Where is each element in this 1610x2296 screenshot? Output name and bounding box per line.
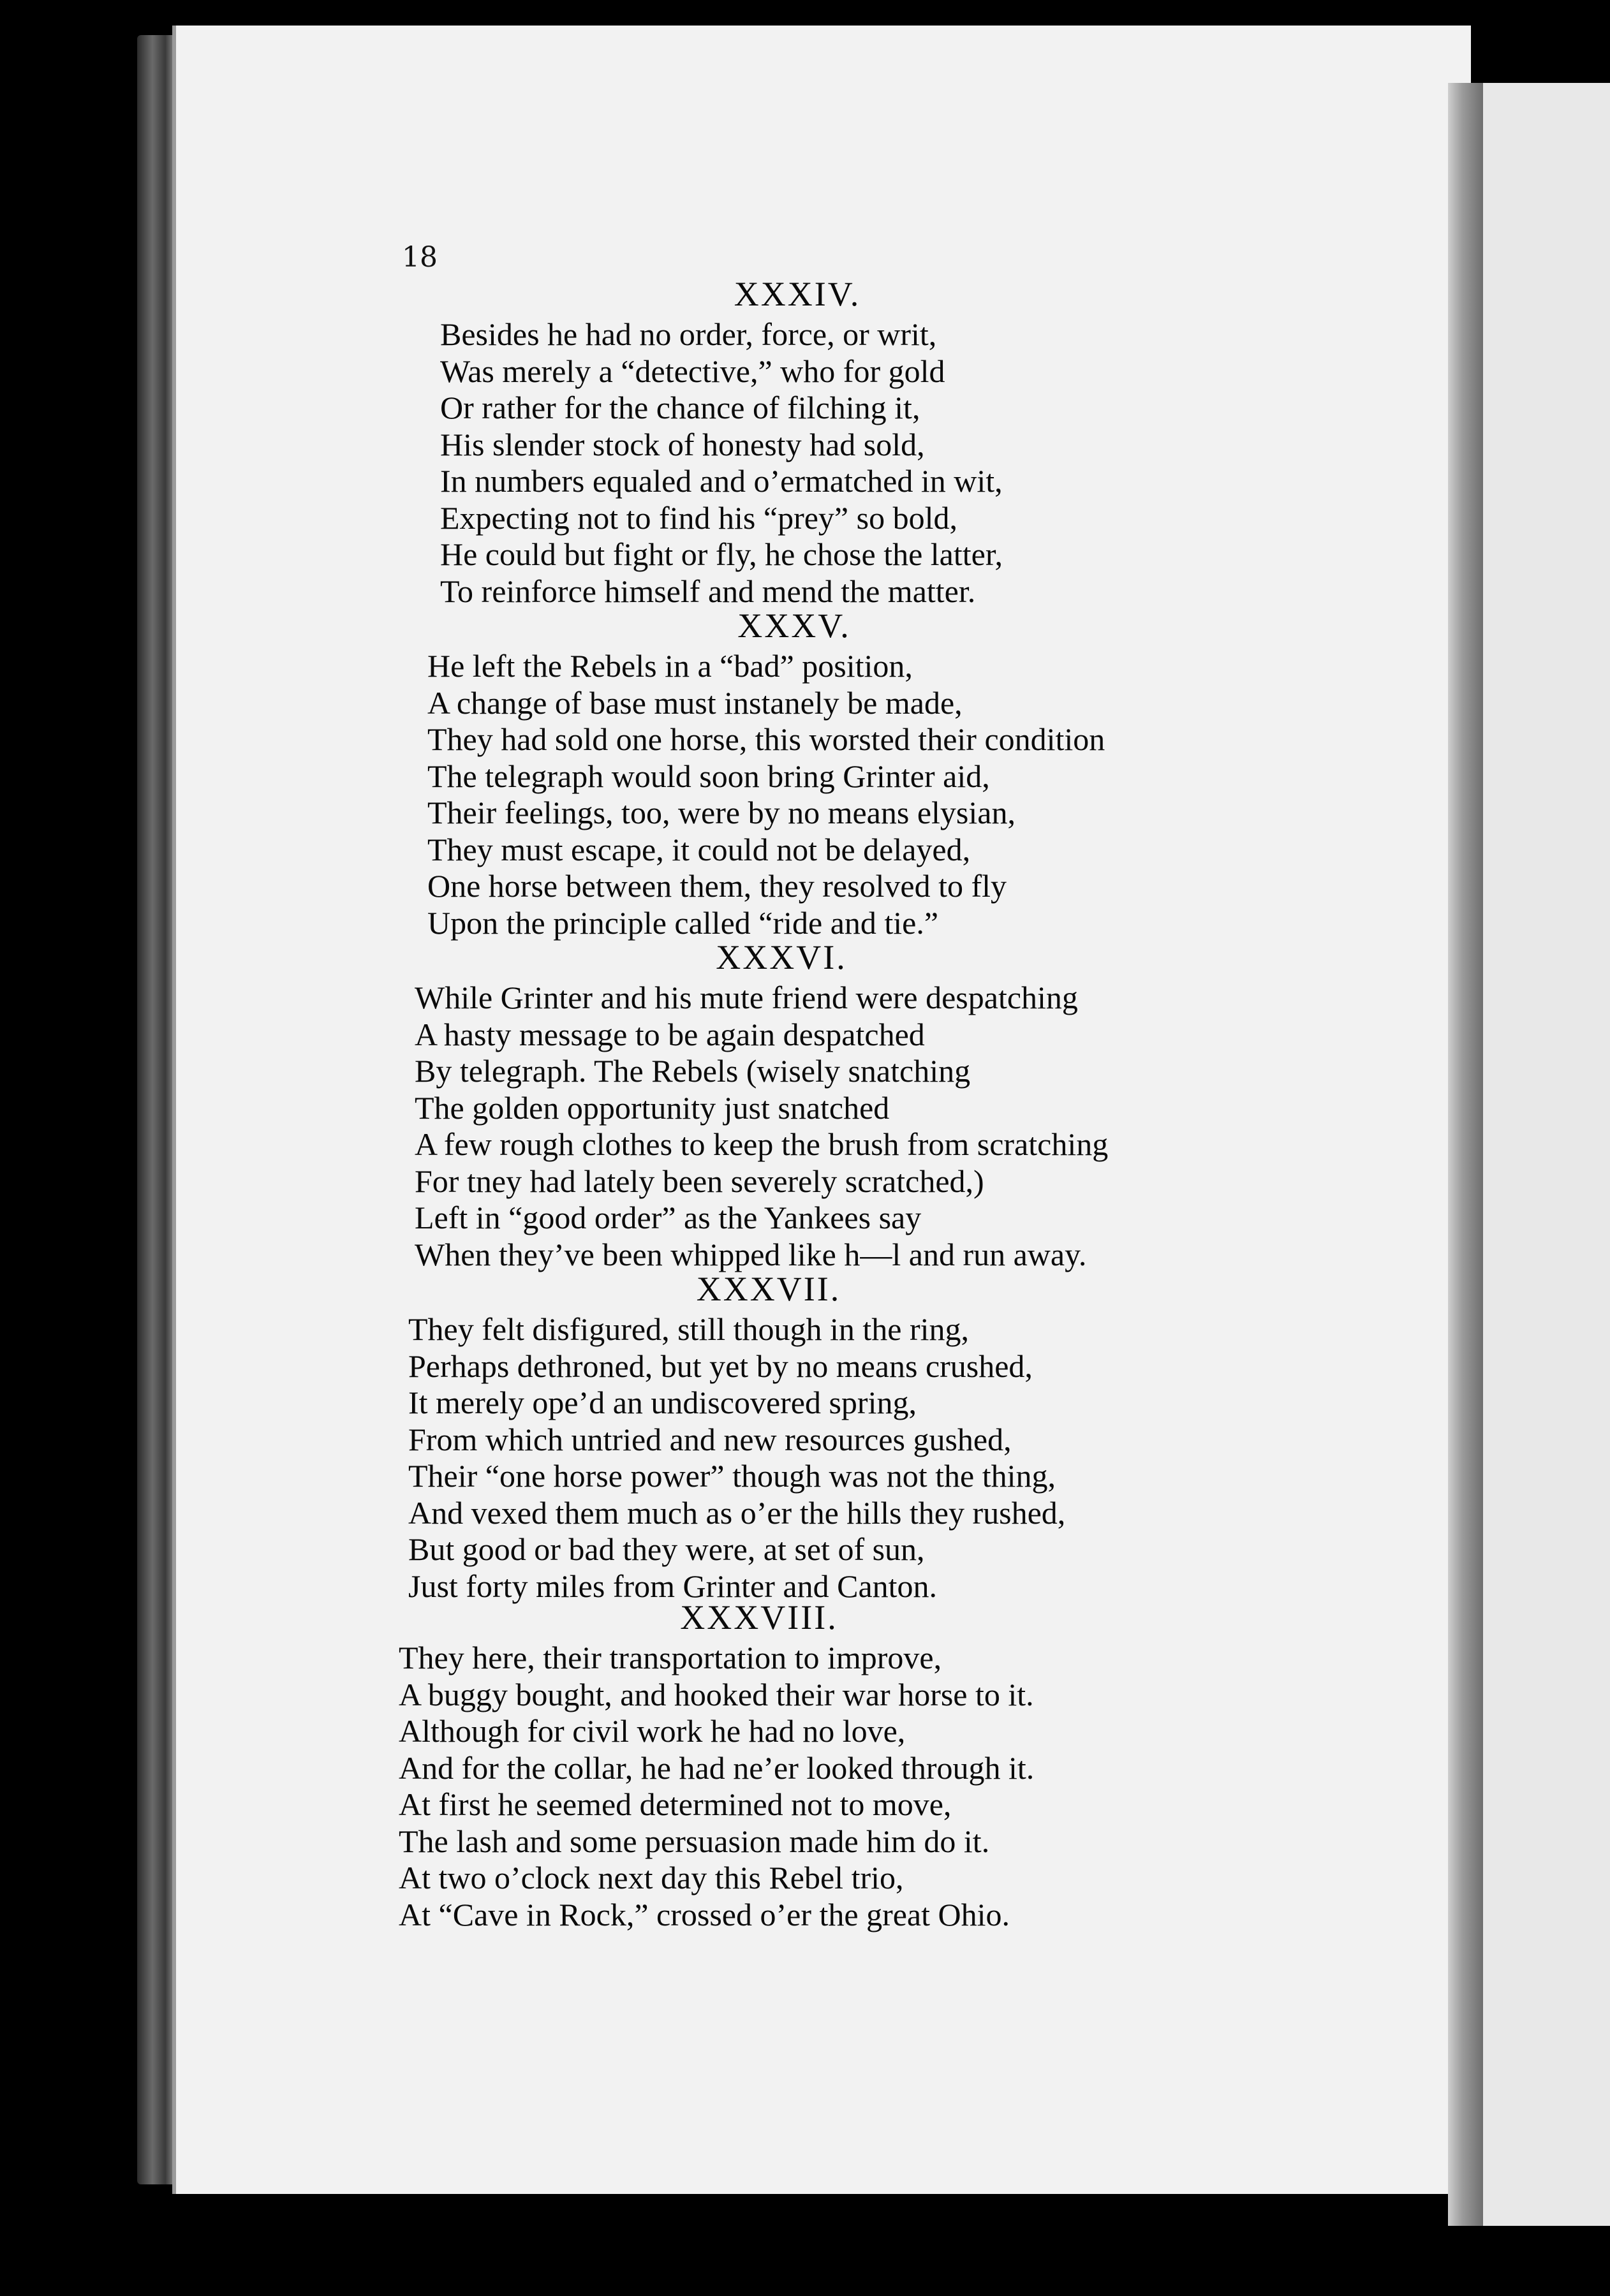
stanza-xxxvi xyxy=(415,938,1148,1273)
verse-line: His slender stock of honesty had sold, xyxy=(440,426,925,462)
verse-line: The lash and some persuasion made him do it. xyxy=(399,1823,990,1859)
verse-line: Just forty miles from Grinter and Canton. xyxy=(408,1568,938,1604)
verse-line: They must escape, it could not be delayed, xyxy=(427,831,971,867)
verse-line: A few rough clothes to keep the brush from scratching xyxy=(415,1126,1109,1162)
stanza-title: XXXVIII. xyxy=(680,1598,838,1637)
verse-line: A hasty message to be again despatched xyxy=(415,1016,925,1052)
verse-line: Expecting not to find his “prey” so bold, xyxy=(440,499,957,536)
verse-line: By telegraph. The Rebels (wisely snatching xyxy=(415,1053,971,1089)
verse-line: Left in “good order” as the Yankees say xyxy=(415,1200,922,1235)
facing-page-edge xyxy=(1483,83,1610,2226)
verse-line: He could but fight or fly, he chose the latter, xyxy=(440,536,1003,572)
stanza-xxxiv xyxy=(440,274,1155,610)
verse-line: From which untried and new resources gushed, xyxy=(408,1421,1012,1457)
verse-line: The telegraph would soon bring Grinter aid, xyxy=(427,758,990,794)
verse-line: One horse between them, they resolved to fly xyxy=(427,868,1007,904)
stanza-title: XXXV. xyxy=(737,607,851,645)
verse-line: Their feelings, too, were by no means elysian, xyxy=(427,795,1015,830)
verse-line: But good or bad they were, at set of sun, xyxy=(408,1531,925,1567)
verse-line: To reinforce himself and mend the matter. xyxy=(440,573,976,609)
verse-line: At two o’clock next day this Rebel trio, xyxy=(399,1860,904,1895)
verse-line: They here, their transportation to improve, xyxy=(399,1640,942,1675)
verse-line: Or rather for the chance of filching it, xyxy=(440,390,920,425)
verse-line: Although for civil work he had no love, xyxy=(399,1713,906,1749)
verse-line: They felt disfigured, still though in the ring, xyxy=(408,1311,970,1347)
verse-line: Was merely a “detective,” who for gold xyxy=(440,353,945,389)
verse-line: He left the Rebels in a “bad” position, xyxy=(427,648,913,684)
verse-line: Their “one horse power” though was not the thing, xyxy=(408,1458,1056,1494)
page-number: 18 xyxy=(402,241,438,274)
verse-line: For tney had lately been severely scratched,) xyxy=(415,1163,984,1199)
stanza-title: XXXVII. xyxy=(696,1270,841,1308)
verse-line: At “Cave in Rock,” crossed o’er the great Ohio. xyxy=(399,1896,1010,1932)
verse-line: They had sold one horse, this worsted their condition xyxy=(427,721,1105,757)
verse-line: And vexed them much as o’er the hills they rushed, xyxy=(408,1494,1066,1531)
verse-line: A buggy bought, and hooked their war horse to it. xyxy=(399,1676,1034,1712)
stanza-title: XXXVI. xyxy=(716,938,847,976)
verse-line: Perhaps dethroned, but yet by no means crushed, xyxy=(408,1348,1033,1384)
stanza-xxxviii xyxy=(399,1598,1119,1933)
book-spine xyxy=(1448,83,1483,2226)
verse-line: A change of base must instanely be made, xyxy=(427,684,963,721)
stanza-xxxvii xyxy=(408,1269,1129,1605)
verse-line: Upon the principle called “ride and tie.” xyxy=(427,904,939,941)
verse-line: In numbers equaled and o’ermatched in wit, xyxy=(440,463,1003,499)
verse-line: When they’ve been whipped like h—l and run away. xyxy=(415,1236,1087,1272)
verse-line: While Grinter and his mute friend were despatching xyxy=(415,980,1078,1015)
verse-line: It merely ope’d an undiscovered spring, xyxy=(408,1385,917,1420)
stanza-xxxv xyxy=(427,606,1161,941)
stanza-title: XXXIV. xyxy=(734,275,861,313)
verse-line: At first he seemed determined not to move, xyxy=(399,1786,952,1822)
verse-line: The golden opportunity just snatched xyxy=(415,1089,890,1126)
verse-line: Besides he had no order, force, or writ, xyxy=(440,316,937,352)
verse-line: And for the collar, he had ne’er looked through it. xyxy=(399,1749,1035,1786)
